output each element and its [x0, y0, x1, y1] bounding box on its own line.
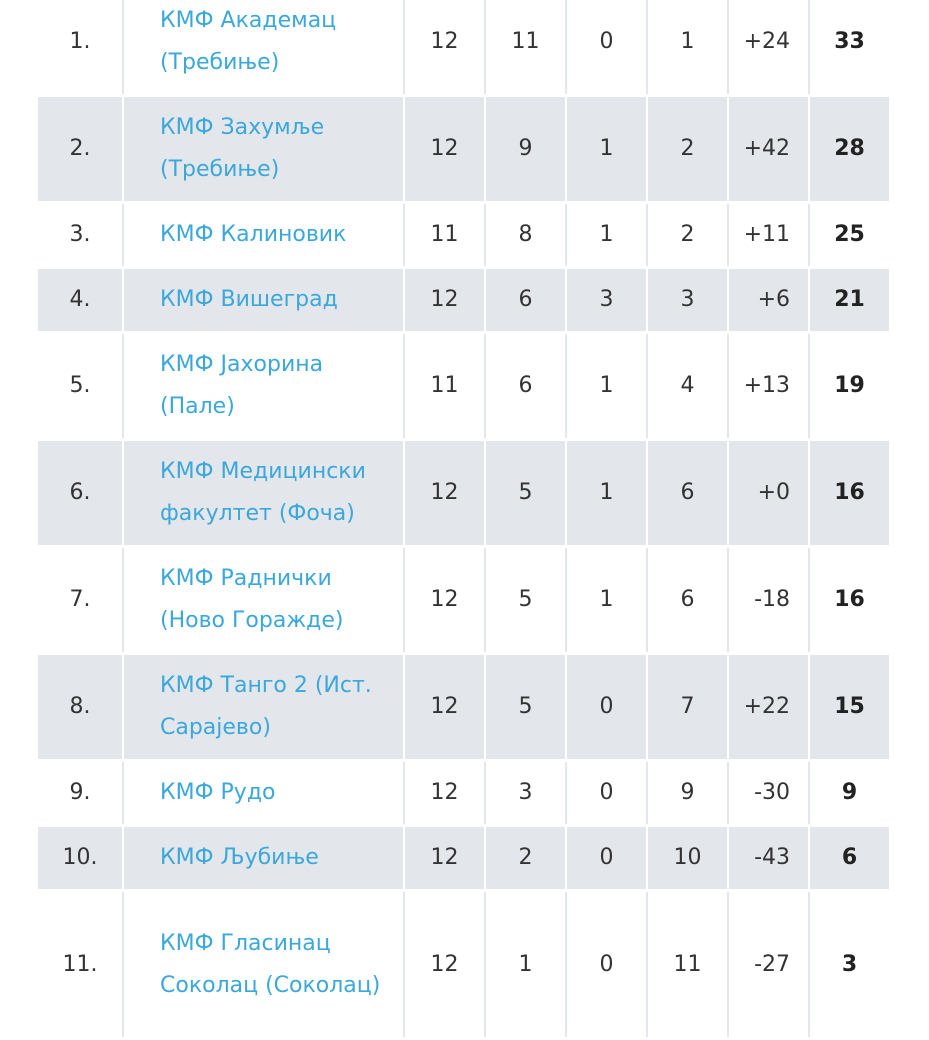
played-cell: 12 [404, 891, 485, 1039]
points-cell: 15 [809, 654, 889, 761]
position-cell: 8. [38, 654, 123, 761]
lost-cell: 4 [647, 333, 728, 440]
played-cell: 12 [404, 440, 485, 547]
won-cell: 2 [485, 826, 566, 891]
position-cell: 6. [38, 440, 123, 547]
lost-cell: 6 [647, 547, 728, 654]
played-cell: 12 [404, 826, 485, 891]
table-row [38, 826, 889, 891]
won-cell: 9 [485, 96, 566, 203]
table-row [38, 333, 889, 440]
goal-difference-cell: +22 [728, 654, 809, 761]
team-link[interactable]: КМФ Јахорина (Пале) [123, 333, 404, 440]
position-cell: 10. [38, 826, 123, 891]
goal-difference-cell: +0 [728, 440, 809, 547]
position-cell: 5. [38, 333, 123, 440]
played-cell: 12 [404, 0, 485, 96]
won-cell: 8 [485, 203, 566, 268]
position-cell: 3. [38, 203, 123, 268]
lost-cell: 7 [647, 654, 728, 761]
points-cell: 16 [809, 440, 889, 547]
points-cell: 9 [809, 761, 889, 826]
drawn-cell: 0 [566, 761, 647, 826]
table-row [38, 761, 889, 826]
position-cell: 7. [38, 547, 123, 654]
lost-cell: 1 [647, 0, 728, 96]
drawn-cell: 3 [566, 268, 647, 333]
goal-difference-cell: +42 [728, 96, 809, 203]
lost-cell: 9 [647, 761, 728, 826]
won-cell: 6 [485, 333, 566, 440]
goal-difference-cell: -27 [728, 891, 809, 1039]
points-cell: 3 [809, 891, 889, 1039]
table-row [38, 891, 889, 1039]
points-cell: 25 [809, 203, 889, 268]
played-cell: 11 [404, 203, 485, 268]
drawn-cell: 1 [566, 547, 647, 654]
position-cell: 2. [38, 96, 123, 203]
table-row [38, 203, 889, 268]
goal-difference-cell: +24 [728, 0, 809, 96]
lost-cell: 2 [647, 96, 728, 203]
lost-cell: 10 [647, 826, 728, 891]
standings-table [38, 0, 889, 1040]
team-link[interactable]: КМФ Рудо [123, 761, 404, 826]
lost-cell: 2 [647, 203, 728, 268]
team-link[interactable]: КМФ Гласинац Соколац (Соколац) [123, 891, 404, 1039]
won-cell: 5 [485, 547, 566, 654]
position-cell: 4. [38, 268, 123, 333]
points-cell: 33 [809, 0, 889, 96]
won-cell: 5 [485, 440, 566, 547]
won-cell: 1 [485, 891, 566, 1039]
played-cell: 12 [404, 547, 485, 654]
drawn-cell: 0 [566, 826, 647, 891]
points-cell: 16 [809, 547, 889, 654]
table-row [38, 96, 889, 203]
lost-cell: 3 [647, 268, 728, 333]
played-cell: 12 [404, 268, 485, 333]
table-row [38, 654, 889, 761]
team-link[interactable]: КМФ Танго 2 (Ист. Сарајево) [123, 654, 404, 761]
played-cell: 12 [404, 761, 485, 826]
position-cell: 9. [38, 761, 123, 826]
lost-cell: 11 [647, 891, 728, 1039]
won-cell: 5 [485, 654, 566, 761]
won-cell: 6 [485, 268, 566, 333]
standings-table-container [38, 0, 889, 1040]
drawn-cell: 1 [566, 440, 647, 547]
team-link[interactable]: КМФ Раднички (Ново Горажде) [123, 547, 404, 654]
drawn-cell: 0 [566, 891, 647, 1039]
goal-difference-cell: -18 [728, 547, 809, 654]
won-cell: 11 [485, 0, 566, 96]
drawn-cell: 0 [566, 654, 647, 761]
team-link[interactable]: КМФ Академац (Требиње) [123, 0, 404, 96]
played-cell: 12 [404, 654, 485, 761]
goal-difference-cell: -30 [728, 761, 809, 826]
team-link[interactable]: КМФ Љубиње [123, 826, 404, 891]
drawn-cell: 0 [566, 0, 647, 96]
table-row [38, 440, 889, 547]
goal-difference-cell: -43 [728, 826, 809, 891]
lost-cell: 6 [647, 440, 728, 547]
drawn-cell: 1 [566, 333, 647, 440]
team-link[interactable]: КМФ Медицински факултет (Фоча) [123, 440, 404, 547]
team-link[interactable]: КМФ Захумље (Требиње) [123, 96, 404, 203]
points-cell: 6 [809, 826, 889, 891]
table-row [38, 547, 889, 654]
drawn-cell: 1 [566, 203, 647, 268]
goal-difference-cell: +13 [728, 333, 809, 440]
position-cell: 11. [38, 891, 123, 1039]
won-cell: 3 [485, 761, 566, 826]
points-cell: 28 [809, 96, 889, 203]
goal-difference-cell: +6 [728, 268, 809, 333]
team-link[interactable]: КМФ Калиновик [123, 203, 404, 268]
drawn-cell: 1 [566, 96, 647, 203]
table-row [38, 0, 889, 96]
table-row [38, 268, 889, 333]
position-cell: 1. [38, 0, 123, 96]
team-link[interactable]: КМФ Вишеград [123, 268, 404, 333]
goal-difference-cell: +11 [728, 203, 809, 268]
points-cell: 21 [809, 268, 889, 333]
played-cell: 12 [404, 96, 485, 203]
played-cell: 11 [404, 333, 485, 440]
points-cell: 19 [809, 333, 889, 440]
